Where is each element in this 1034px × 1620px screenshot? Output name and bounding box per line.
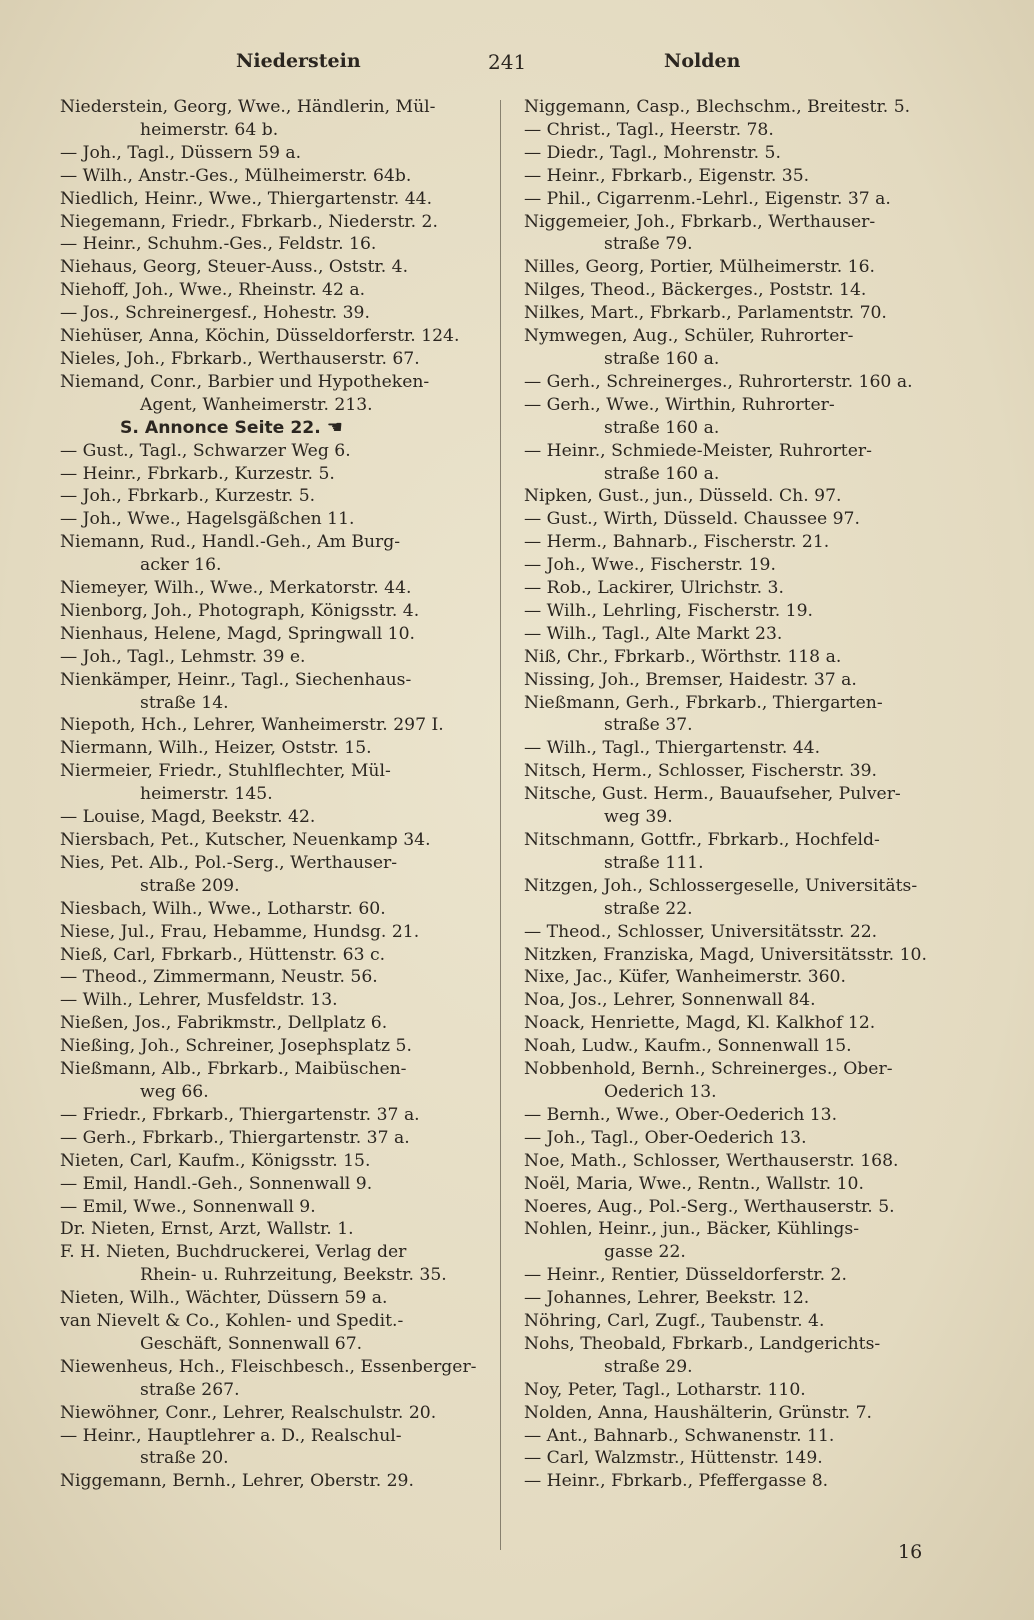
directory-entry-line: Niermann, Wilh., Heizer, Oststr. 15. (60, 738, 372, 759)
sheet-signature: 16 (898, 1541, 923, 1563)
directory-entry-line: Nieten, Carl, Kaufm., Königsstr. 15. (60, 1150, 371, 1171)
directory-entry-line: Nienhaus, Helene, Magd, Springwall 10. (60, 623, 415, 644)
directory-entry-line: — Joh., Fbrkarb., Kurzestr. 5. (60, 486, 316, 507)
directory-entry-line: Noe, Math., Schlosser, Werthauserstr. 168. (524, 1150, 899, 1171)
directory-entry-line: Nitsch, Herm., Schlosser, Fischerstr. 39. (524, 761, 877, 782)
directory-entry-line: Nolden, Anna, Haushälterin, Grünstr. 7. (524, 1402, 872, 1423)
directory-entry-line: Nießmann, Gerh., Fbrkarb., Thiergarten- (524, 692, 883, 713)
directory-entry-line: — Joh., Wwe., Fischerstr. 19. (524, 555, 776, 576)
directory-entry-line: — Heinr., Fbrkarb., Kurzestr. 5. (60, 463, 335, 484)
directory-entry-line: Rhein- u. Ruhrzeitung, Beekstr. 35. (140, 1265, 447, 1286)
directory-entry-line: Nießmann, Alb., Fbrkarb., Maibüschen- (60, 1059, 407, 1080)
directory-entry-line: Niewenheus, Hch., Fleischbesch., Essenberger- (60, 1356, 477, 1377)
directory-entry-line: straße 160 a. (604, 417, 720, 438)
directory-entry-line: — Heinr., Fbrkarb., Eigenstr. 35. (524, 165, 810, 186)
left-column (60, 96, 498, 1493)
directory-entry-line: — Wilh., Lehrling, Fischerstr. 19. (524, 600, 813, 621)
directory-entry-line: Dr. Nieten, Ernst, Arzt, Wallstr. 1. (60, 1219, 354, 1240)
directory-entry-line: gasse 22. (604, 1242, 686, 1263)
directory-entry-line: — Gerh., Fbrkarb., Thiergartenstr. 37 a. (60, 1127, 410, 1148)
directory-entry-line: weg 39. (604, 807, 673, 828)
page-header (60, 50, 964, 80)
page-number: 241 (488, 50, 527, 74)
directory-entry-line: Nöhring, Carl, Zugf., Taubenstr. 4. (524, 1311, 825, 1332)
directory-entry-line: van Nievelt & Co., Kohlen- und Spedit.- (60, 1311, 404, 1332)
directory-entry-line: Niemeyer, Wilh., Wwe., Merkatorstr. 44. (60, 578, 412, 599)
right-column (524, 96, 962, 1493)
directory-entry-line: straße 22. (604, 898, 693, 919)
directory-entry-line: Niß, Chr., Fbrkarb., Wörthstr. 118 a. (524, 646, 842, 667)
directory-entry-line: Niese, Jul., Frau, Hebamme, Hundsg. 21. (60, 921, 420, 942)
directory-entry-line: Nieten, Wilh., Wächter, Düssern 59 a. (60, 1288, 388, 1309)
directory-entry-line: Noy, Peter, Tagl., Lotharstr. 110. (524, 1379, 806, 1400)
directory-entry-line: — Friedr., Fbrkarb., Thiergartenstr. 37 a. (60, 1104, 420, 1125)
directory-entry-line: Niersbach, Pet., Kutscher, Neuenkamp 34. (60, 830, 431, 850)
directory-entry-line: — Heinr., Hauptlehrer a. D., Realschul- (60, 1425, 402, 1446)
directory-entry-line: — Jos., Schreinergesf., Hohestr. 39. (60, 303, 370, 324)
directory-entry-line: straße 267. (140, 1379, 240, 1400)
directory-entry-line: Niemann, Rud., Handl.-Geh., Am Burg- (60, 532, 401, 553)
directory-entry-line: — Bernh., Wwe., Ober-Oederich 13. (524, 1104, 838, 1125)
directory-entry-line: Niggemann, Bernh., Lehrer, Oberstr. 29. (60, 1471, 414, 1492)
directory-entry-line: heimerstr. 64 b. (140, 119, 279, 140)
directory-entry-line: — Wilh., Tagl., Thiergartenstr. 44. (524, 738, 821, 759)
directory-entry-line: — Gerh., Schreinerges., Ruhrorterstr. 160 a. (524, 371, 913, 392)
column-divider (500, 100, 501, 1550)
directory-entry-line: — Heinr., Schuhm.-Ges., Feldstr. 16. (60, 234, 377, 255)
directory-entry-line: — Gust., Wirth, Düsseld. Chaussee 97. (524, 509, 860, 530)
directory-entry-line: — Joh., Tagl., Ober-Oederich 13. (524, 1127, 807, 1148)
directory-entry-line: Niggemann, Casp., Blechschm., Breitestr. 5. (524, 97, 911, 117)
directory-entry-line: — Wilh., Lehrer, Musfeldstr. 13. (60, 990, 338, 1011)
directory-entry-line: Niermeier, Friedr., Stuhlflechter, Mül- (60, 761, 391, 782)
directory-entry-line: — Carl, Walzmstr., Hüttenstr. 149. (524, 1448, 823, 1469)
directory-entry-line: — Emil, Wwe., Sonnenwall 9. (60, 1196, 316, 1217)
header-right-title: Nolden (664, 50, 741, 72)
directory-entry-line: Noah, Ludw., Kaufm., Sonnenwall 15. (524, 1036, 852, 1057)
directory-entry-line: — Johannes, Lehrer, Beekstr. 12. (524, 1288, 810, 1309)
directory-entry-line: Nilkes, Mart., Fbrkarb., Parlamentstr. 70. (524, 303, 887, 324)
directory-entry-line: Nienkämper, Heinr., Tagl., Siechenhaus- (60, 669, 412, 690)
directory-entry-line: acker 16. (140, 555, 222, 576)
directory-entry-line: Niepoth, Hch., Lehrer, Wanheimerstr. 297 I. (60, 715, 444, 736)
directory-entry-line: — Heinr., Schmiede-Meister, Ruhrorter- (524, 440, 872, 461)
directory-entry-line: — Joh., Tagl., Lehmstr. 39 e. (60, 646, 306, 667)
directory-entry-line: Nitschmann, Gottfr., Fbrkarb., Hochfeld- (524, 830, 880, 850)
directory-entry-line: Noack, Henriette, Magd, Kl. Kalkhof 12. (524, 1013, 876, 1034)
directory-entry-line: Nitsche, Gust. Herm., Bauaufseher, Pulver- (524, 784, 901, 805)
directory-entry-line: straße 20. (140, 1448, 229, 1469)
directory-entry-line: — Phil., Cigarrenm.-Lehrl., Eigenstr. 37 a. (524, 188, 891, 209)
directory-entry-line: — Louise, Magd, Beekstr. 42. (60, 807, 316, 828)
directory-entry-line: Oederich 13. (604, 1081, 717, 1102)
directory-entry-line: — Wilh., Tagl., Alte Markt 23. (524, 623, 783, 644)
directory-entry-line: — Christ., Tagl., Heerstr. 78. (524, 119, 774, 140)
directory-entry-line: straße 160 a. (604, 463, 720, 484)
directory-entry-line: straße 160 a. (604, 348, 720, 369)
directory-entry-line: straße 79. (604, 234, 693, 255)
advertisement-reference: S. Annonce Seite 22. ☚ (120, 416, 343, 438)
directory-entry-line: Nipken, Gust., jun., Düsseld. Ch. 97. (524, 486, 842, 507)
directory-entry-line: Niesbach, Wilh., Wwe., Lotharstr. 60. (60, 898, 386, 919)
directory-entry-line: Nilges, Theod., Bäckerges., Poststr. 14. (524, 280, 867, 301)
directory-entry-line: Agent, Wanheimerstr. 213. (140, 394, 373, 415)
pointing-hand-icon: ☚ (326, 416, 343, 438)
directory-entry-line: straße 209. (140, 875, 240, 896)
directory-entry-line: Nießen, Jos., Fabrikmstr., Dellplatz 6. (60, 1013, 388, 1034)
directory-entry-line: Nies, Pet. Alb., Pol.-Serg., Werthauser- (60, 852, 398, 873)
directory-entry-line: Nissing, Joh., Bremser, Haidestr. 37 a. (524, 669, 857, 690)
directory-entry-line: Nymwegen, Aug., Schüler, Ruhrorter- (524, 326, 854, 347)
directory-entry-line: — Ant., Bahnarb., Schwanenstr. 11. (524, 1425, 835, 1446)
directory-entry-line: Nohs, Theobald, Fbrkarb., Landgerichts- (524, 1333, 881, 1354)
directory-entry-line: Noeres, Aug., Pol.-Serg., Werthauserstr. 5. (524, 1196, 895, 1217)
directory-entry-line: Niedlich, Heinr., Wwe., Thiergartenstr. 44. (60, 188, 433, 209)
directory-entry-line: Nilles, Georg, Portier, Mülheimerstr. 16. (524, 257, 876, 278)
directory-entry-line: — Heinr., Rentier, Düsseldorferstr. 2. (524, 1265, 847, 1286)
directory-entry-line: — Joh., Tagl., Düssern 59 a. (60, 142, 302, 163)
directory-entry-line: Nobbenhold, Bernh., Schreinerges., Ober- (524, 1059, 893, 1080)
directory-entry-line: — Theod., Zimmermann, Neustr. 56. (60, 967, 378, 988)
directory-entry-line: Niehüser, Anna, Köchin, Düsseldorferstr. 124. (60, 326, 460, 347)
directory-entry-line: Nixe, Jac., Küfer, Wanheimerstr. 360. (524, 967, 846, 988)
directory-entry-line: — Emil, Handl.-Geh., Sonnenwall 9. (60, 1173, 373, 1194)
directory-entry-line: Niegemann, Friedr., Fbrkarb., Niederstr. 2. (60, 211, 438, 232)
directory-entry-line: — Theod., Schlosser, Universitätsstr. 22. (524, 921, 878, 942)
directory-entry-line: Nohlen, Heinr., jun., Bäcker, Kühlings- (524, 1219, 860, 1240)
directory-entry-line: Nießing, Joh., Schreiner, Josephsplatz 5. (60, 1036, 412, 1057)
directory-entry-line: Niehaus, Georg, Steuer-Auss., Oststr. 4. (60, 257, 409, 278)
directory-entry-line: F. H. Nieten, Buchdruckerei, Verlag der (60, 1242, 407, 1263)
directory-entry-line: straße 29. (604, 1356, 693, 1377)
directory-entry-line: heimerstr. 145. (140, 784, 273, 805)
directory-entry-line: Niggemeier, Joh., Fbrkarb., Werthauser- (524, 211, 876, 232)
directory-entry-line: Noël, Maria, Wwe., Rentn., Wallstr. 10. (524, 1173, 864, 1194)
directory-entry-line: — Herm., Bahnarb., Fischerstr. 21. (524, 532, 830, 553)
header-left-title: Niederstein (236, 50, 361, 72)
directory-entry-line: — Gerh., Wwe., Wirthin, Ruhrorter- (524, 394, 835, 415)
directory-entry-line: — Heinr., Fbrkarb., Pfeffergasse 8. (524, 1471, 829, 1492)
directory-entry-line: Noa, Jos., Lehrer, Sonnenwall 84. (524, 990, 816, 1011)
directory-entry-line: Nitzken, Franziska, Magd, Universitätsstr. 10. (524, 944, 927, 965)
directory-entry-line: — Rob., Lackirer, Ulrichstr. 3. (524, 578, 784, 599)
directory-entry-line: Nitzgen, Joh., Schlossergeselle, Universitäts- (524, 875, 918, 896)
directory-entry-line: — Gust., Tagl., Schwarzer Weg 6. (60, 440, 351, 461)
directory-entry-line: — Diedr., Tagl., Mohrenstr. 5. (524, 142, 781, 163)
directory-entry-line: Niewöhner, Conr., Lehrer, Realschulstr. 20. (60, 1402, 437, 1423)
directory-entry-line: — Joh., Wwe., Hagelsgäßchen 11. (60, 509, 355, 530)
directory-entry-line: Niemand, Conr., Barbier und Hypotheken- (60, 371, 430, 392)
directory-entry-line: Niehoff, Joh., Wwe., Rheinstr. 42 a. (60, 280, 366, 301)
directory-entry-line: Nieles, Joh., Fbrkarb., Werthauserstr. 67. (60, 348, 420, 369)
directory-entry-line: straße 37. (604, 715, 693, 736)
directory-entry-line: Niederstein, Georg, Wwe., Händlerin, Mül- (60, 97, 436, 117)
directory-entry-line: Nieß, Carl, Fbrkarb., Hüttenstr. 63 c. (60, 944, 386, 965)
directory-entry-line: Nienborg, Joh., Photograph, Königsstr. 4. (60, 600, 420, 621)
directory-entry-line: weg 66. (140, 1081, 209, 1102)
directory-entry-line: — Wilh., Anstr.-Ges., Mülheimerstr. 64b. (60, 165, 412, 186)
directory-entry-line: straße 14. (140, 692, 229, 713)
directory-entry-line: Geschäft, Sonnenwall 67. (140, 1333, 363, 1354)
directory-entry-line: straße 111. (604, 852, 704, 873)
